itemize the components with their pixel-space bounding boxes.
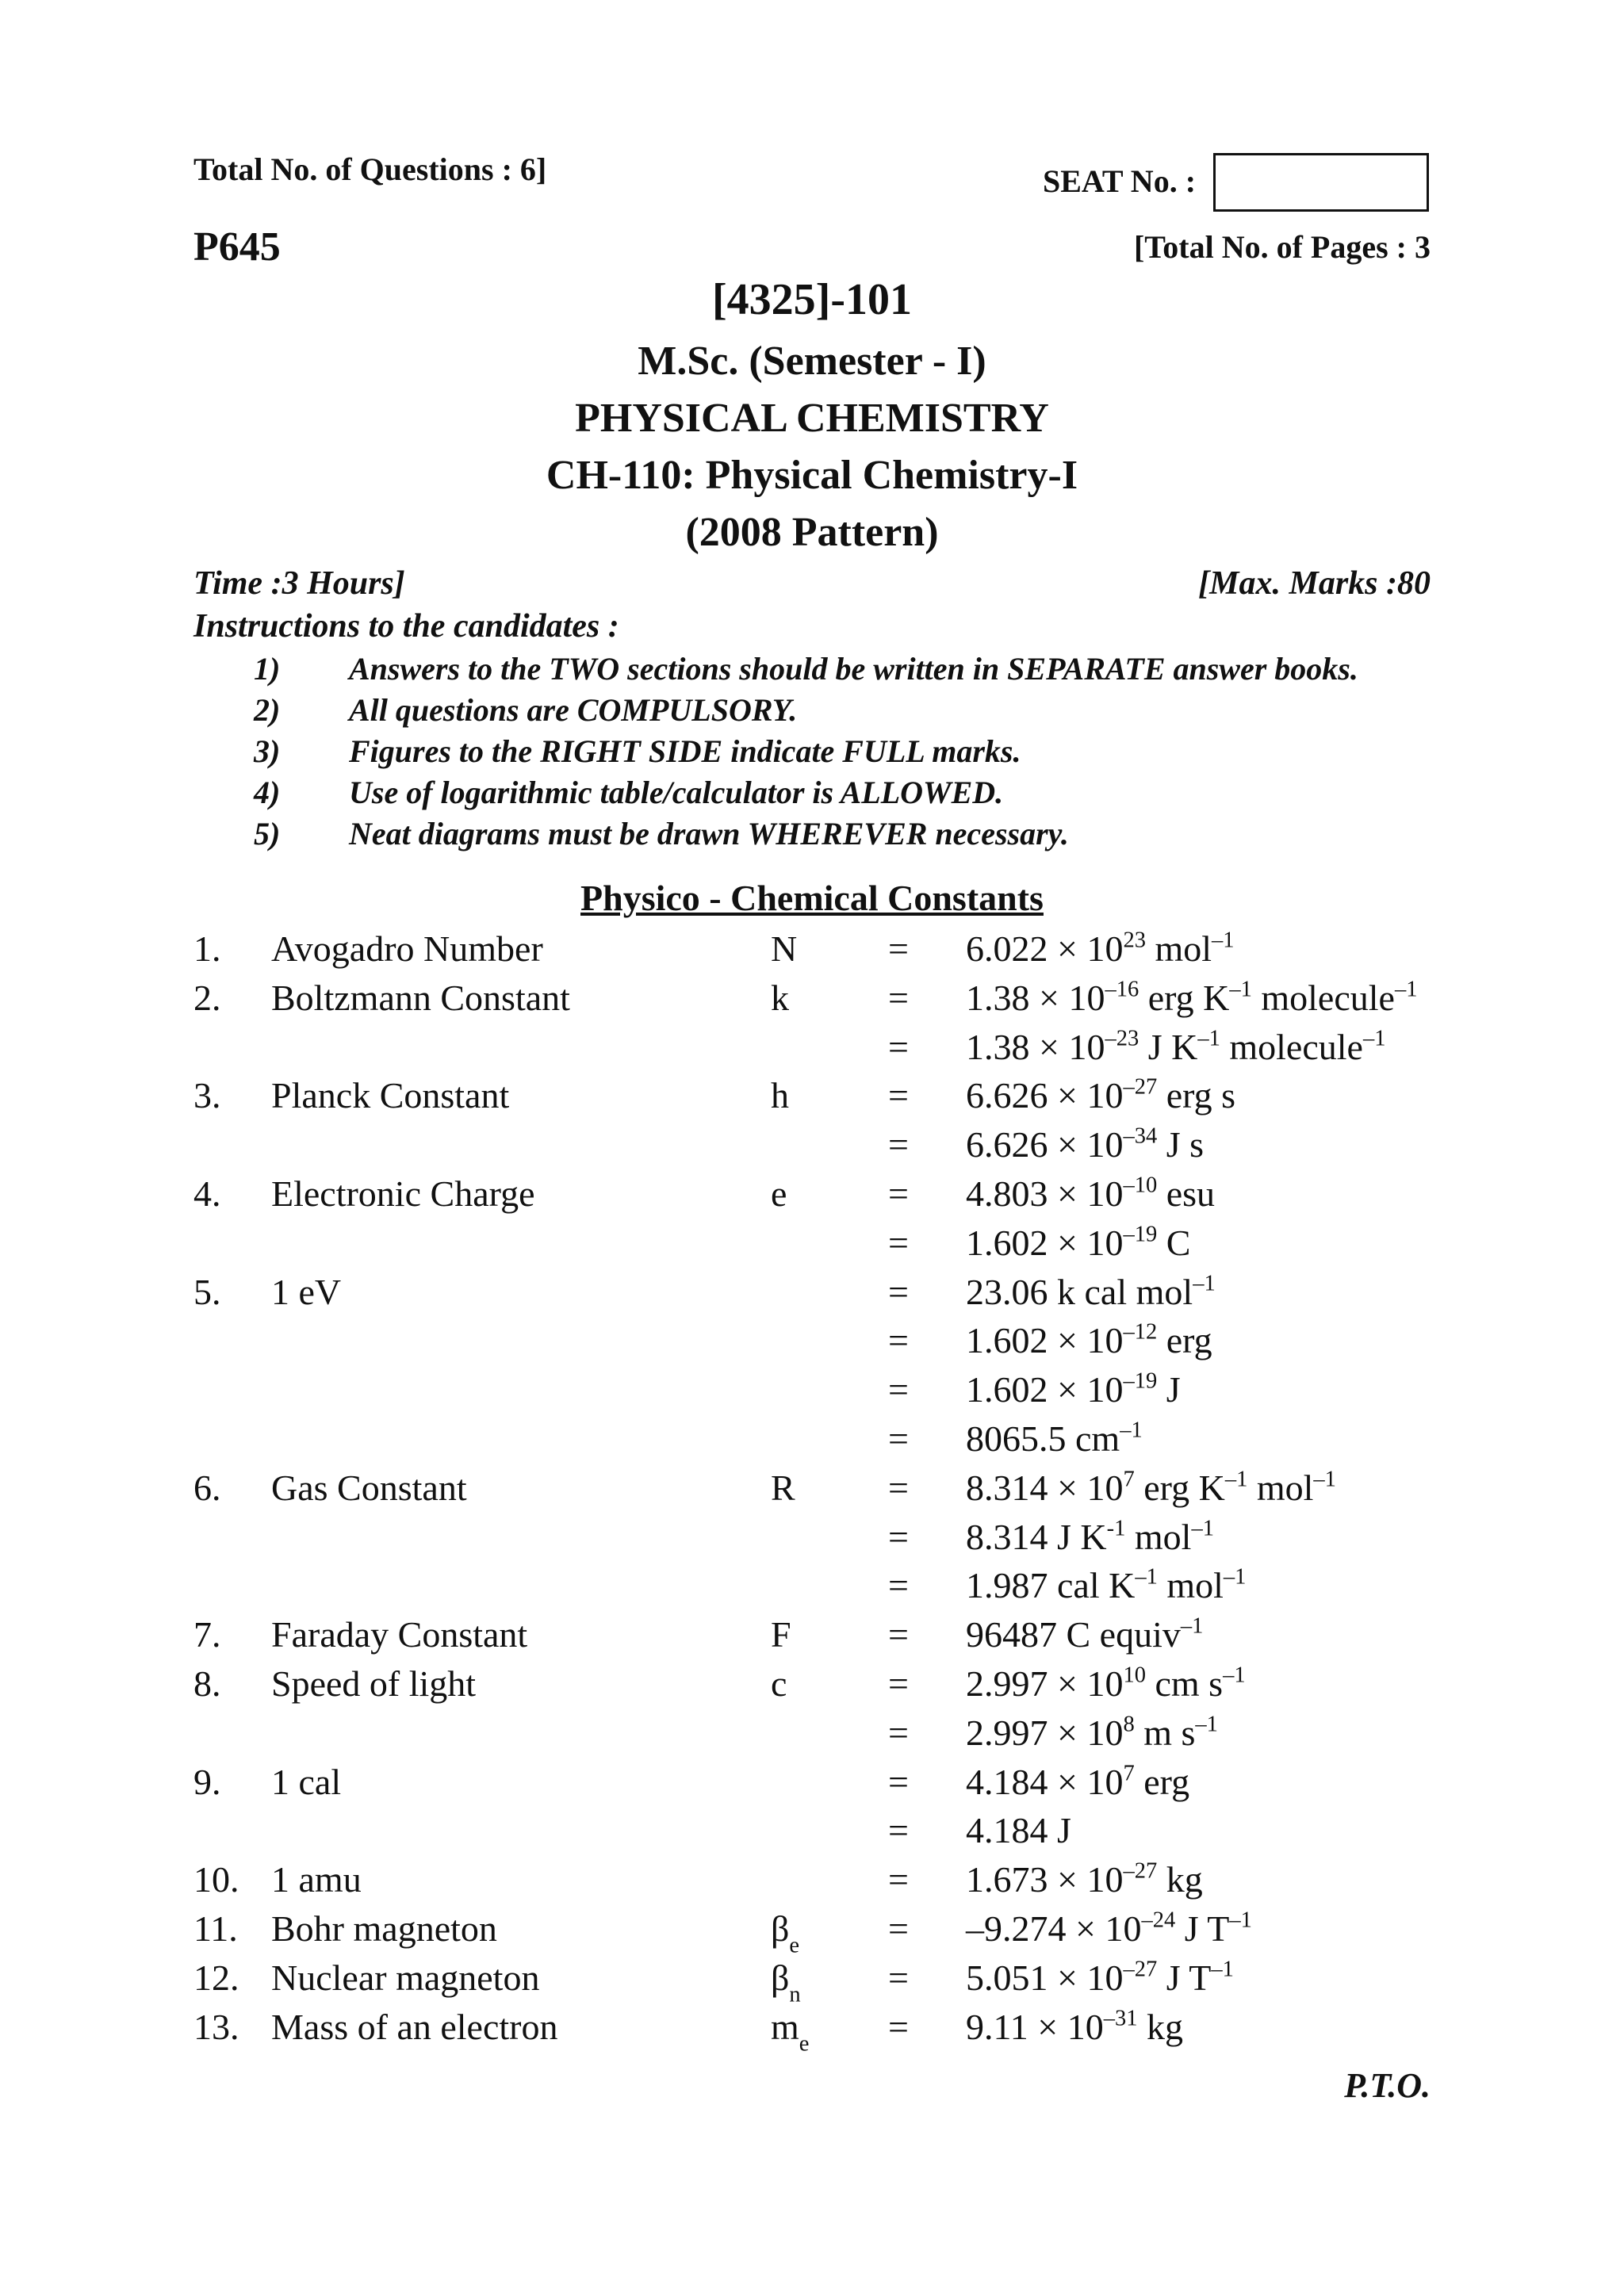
constant-symbol: N [771,928,798,969]
constant-value: $6.022 \times 10^{23}$ mol$^{-1}$ [966,928,1235,969]
constant-number: 2. [193,977,221,1018]
constant-number: 8. [193,1663,221,1704]
equals-sign: = [888,1908,909,1949]
constant-number: 3. [193,1075,221,1116]
constant-value: $8.314 \times 10^7$ erg $K^{-1}$ mol$^{-1}$ [966,1467,1336,1508]
constant-symbol: $\beta_e$ [771,1908,800,1958]
constant-value: 8065.5 $cm^{-1}$ [966,1418,1143,1459]
constant-symbol: $\beta_n$ [771,1957,801,2007]
constant-symbol: F [771,1614,791,1655]
constant-row [0,1712,1624,1761]
instruction-text: Use of logarithmic table/calculator is ALLOWED. [349,775,1004,810]
constant-number: 10. [193,1859,239,1900]
constant-name: Nuclear magneton [271,1957,540,1998]
constant-row [0,1271,1624,1320]
constant-value: $1.38 \times 10^{-16}$ erg $K^{-1}$ molecule$^{-1}$ [966,977,1418,1018]
equals-sign: = [888,1565,909,1606]
pto-mark: P.T.O. [1344,2066,1431,2105]
equals-sign: = [888,1271,909,1312]
constant-row [0,977,1624,1026]
constant-number: 7. [193,1614,221,1655]
subject-title: PHYSICAL CHEMISTRY [575,396,1049,441]
instruction-text: Neat diagrams must be drawn WHEREVER necessary. [349,816,1069,851]
constant-value: 8.314 J $K^{-1}$ mol$^{-1}$ [966,1515,1214,1557]
constant-row [0,1613,1624,1663]
equals-sign: = [888,2006,909,2047]
constant-value: 4.184 J [966,1810,1071,1851]
instruction-text: Figures to the RIGHT SIDE indicate FULL marks. [349,733,1021,769]
constant-value: 1.987 cal $K^{-1}$ mol$^{-1}$ [966,1564,1247,1606]
paper-title: CH-110: Physical Chemistry-I [546,453,1078,498]
instruction-number: 2) [254,692,281,728]
constant-symbol: k [771,977,789,1018]
constant-value: $1.602 \times 10^{-19}$ J [966,1368,1181,1410]
constant-row [0,1761,1624,1810]
constant-name: Faraday Constant [271,1614,528,1655]
constant-number: 9. [193,1761,221,1802]
constant-number: 5. [193,1271,221,1312]
equals-sign: = [888,1418,909,1459]
constant-row [0,1222,1624,1271]
equals-sign: = [888,1712,909,1753]
equals-sign: = [888,1075,909,1116]
exam-code: [4325]-101 [712,275,912,324]
constant-row [0,1467,1624,1516]
instruction-number: 3) [254,733,281,769]
constant-row [0,1074,1624,1123]
constant-value: $6.626 \times 10^{-27}$ erg s [966,1074,1236,1116]
equals-sign: = [888,977,909,1018]
course-title: M.Sc. (Semester - I) [638,339,986,384]
constant-row [0,1957,1624,2006]
instructions-heading: Instructions to the candidates : [193,608,619,645]
constant-name: Speed of light [271,1663,477,1704]
constant-number: 4. [193,1173,221,1214]
equals-sign: = [888,928,909,969]
constant-name: Planck Constant [271,1075,510,1116]
constant-value: 23.06 k cal mol$^{-1}$ [966,1270,1216,1312]
max-marks: [Max. Marks :80 [1198,565,1431,602]
constant-value: $-9.274 \times 10^{-24}$ J $T^{-1}$ [966,1908,1252,1949]
equals-sign: = [888,1810,909,1851]
constant-name: 1 eV [271,1271,342,1312]
exam-time: Time :3 Hours] [193,565,405,602]
constant-number: 12. [193,1957,239,1998]
equals-sign: = [888,1320,909,1361]
constant-row [0,1908,1624,1957]
constant-name: 1 cal [271,1761,342,1802]
constant-name: Gas Constant [271,1467,467,1508]
constant-row [0,928,1624,977]
constant-symbol: $m_e$ [771,2006,810,2056]
equals-sign: = [888,1124,909,1165]
constant-value: $1.602 \times 10^{-19}$ C [966,1222,1191,1263]
constant-value: $2.997 \times 10^8$ m $s^{-1}$ [966,1712,1218,1753]
equals-sign: = [888,1173,909,1214]
constant-row [0,1858,1624,1908]
seat-number-box[interactable] [1213,153,1429,212]
constant-name: Boltzmann Constant [271,977,570,1018]
constant-row [0,1319,1624,1368]
constant-row [0,2006,1624,2055]
constant-row [0,1173,1624,1222]
constant-value: $5.051 \times 10^{-27}$ J $T^{-1}$ [966,1957,1234,1998]
equals-sign: = [888,1957,909,1998]
total-pages: [Total No. of Pages : 3 [1133,229,1431,265]
constant-value: $2.997 \times 10^{10}$ cm $s^{-1}$ [966,1663,1246,1704]
constant-value: 96487 C equiv$^{-1}$ [966,1613,1204,1655]
constant-value: $4.184 \times 10^7$ erg [966,1760,1190,1802]
constant-symbol: c [771,1663,787,1704]
instruction-number: 1) [254,651,281,687]
equals-sign: = [888,1467,909,1508]
constant-row [0,1516,1624,1565]
equals-sign: = [888,1614,909,1655]
equals-sign: = [888,1859,909,1900]
constant-row [0,1809,1624,1858]
constant-name: Avogadro Number [271,928,543,969]
constant-number: 1. [193,928,221,969]
equals-sign: = [888,1026,909,1067]
instruction-number: 4) [254,775,281,810]
constant-value: $1.673 \times 10^{-27}$ kg [966,1858,1203,1900]
constant-row [0,1418,1624,1467]
constant-symbol: e [771,1173,787,1214]
constant-row [0,1123,1624,1173]
constant-name: Bohr magneton [271,1908,497,1949]
equals-sign: = [888,1516,909,1557]
instruction-number: 5) [254,816,281,851]
equals-sign: = [888,1222,909,1263]
constant-symbol: R [771,1467,795,1508]
constant-row [0,1564,1624,1613]
constant-value: $1.602 \times 10^{-12}$ erg [966,1319,1212,1361]
constant-name: Mass of an electron [271,2006,558,2047]
constant-value: $6.626 \times 10^{-34}$ J s [966,1123,1205,1165]
constant-number: 6. [193,1467,221,1508]
constant-number: 11. [193,1908,238,1949]
equals-sign: = [888,1761,909,1802]
constant-symbol: h [771,1075,789,1116]
total-questions: Total No. of Questions : 6] [193,151,547,187]
constant-name: Electronic Charge [271,1173,535,1214]
equals-sign: = [888,1369,909,1410]
pattern-title: (2008 Pattern) [685,510,939,555]
constant-value: $9.11 \times 10^{-31}$ kg [966,2005,1184,2047]
constant-row [0,1026,1624,1075]
paper-code: P645 [193,224,281,270]
constant-row [0,1368,1624,1418]
constant-row [0,1663,1624,1712]
seat-label: SEAT No. : [1043,163,1197,199]
constant-number: 13. [193,2006,239,2047]
constant-name: 1 amu [271,1859,362,1900]
constant-value: $1.38 \times 10^{-23}$ J $K^{-1}$ molecule$^{-1}$ [966,1025,1386,1067]
equals-sign: = [888,1663,909,1704]
constant-value: $4.803 \times 10^{-10}$ esu [966,1173,1216,1214]
constants-heading: Physico - Chemical Constants [580,878,1044,918]
instruction-text: Answers to the TWO sections should be written in SEPARATE answer books. [349,651,1358,687]
instruction-text: All questions are COMPULSORY. [349,692,798,728]
